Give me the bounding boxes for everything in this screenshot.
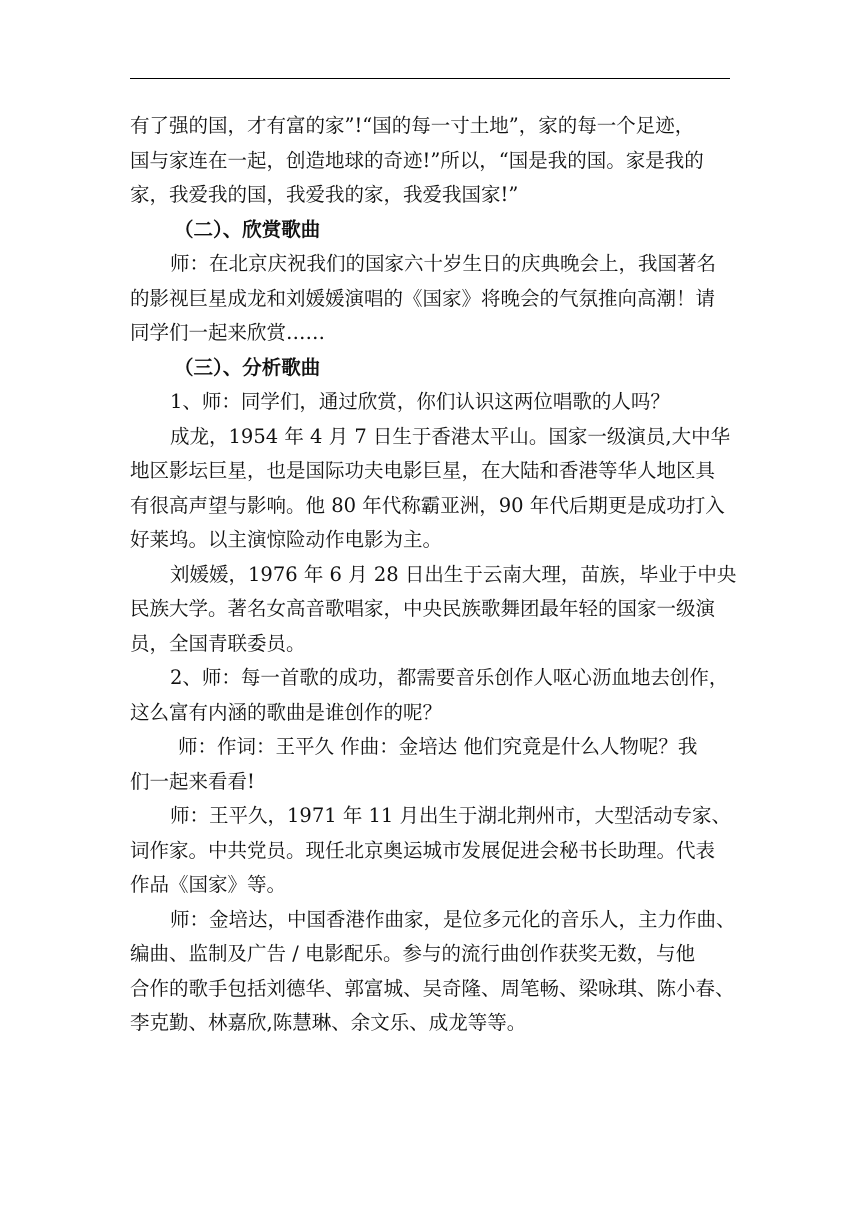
header-rule xyxy=(130,78,730,79)
text-line: 民族大学。著名女高音歌唱家，中央民族歌舞团最年轻的国家一级演 xyxy=(130,597,716,620)
section-heading: （二）、欣赏歌曲 xyxy=(174,217,321,241)
text-line: 们一起来看看! xyxy=(130,769,255,793)
text-line: 国与家连在一起，创造地球的奇迹!”所以，“国是我的国。家是我的 xyxy=(130,148,704,172)
text-line: 词作家。中共党员。现任北京奥运城市发展促进会秘书长助理。代表 xyxy=(130,838,716,862)
section-heading: （三）、分析歌曲 xyxy=(174,355,321,379)
text-line: 师：金培达，中国香港作曲家，是位多元化的音乐人，主力作曲、 xyxy=(170,907,736,931)
text-line: 1、师：同学们，通过欣赏，你们认识这两位唱歌的人吗？ xyxy=(170,390,670,413)
text-line: 的影视巨星成龙和刘媛媛演唱的《国家》将晚会的气氛推向高潮！请 xyxy=(130,286,716,310)
document-body xyxy=(130,109,737,1041)
text-line: 这么富有内涵的歌曲是谁创作的呢？ xyxy=(130,700,443,724)
text-line: 员，全国青联委员。 xyxy=(130,631,306,655)
text-line: 作品《国家》等。 xyxy=(130,873,287,896)
text-line: 同学们一起来欣赏…… xyxy=(130,321,326,344)
text-line: 成龙，1954 年 4 月 7 日生于香港太平山。国家一级演员,大中华 xyxy=(170,424,731,448)
text-line: 刘媛媛，1976 年 6 月 28 日出生于云南大理，苗族，毕业于中央 xyxy=(170,562,737,586)
text-line: 有了强的国，才有富的家”!“国的每一寸土地”，家的每一个足迹， xyxy=(130,114,695,137)
text-line: 好莱坞。以主演惊险动作电影为主。 xyxy=(130,528,443,551)
text-line: 编曲、监制及广告 / 电影配乐。参与的流行曲创作获奖无数，与他 xyxy=(130,942,695,965)
text-line: 家，我爱我的国，我爱我的家，我爱我国家!” xyxy=(130,183,519,206)
text-line: 师：作词：王平久 作曲：金培达 他们究竟是什么人物呢？我 xyxy=(178,735,698,758)
text-line: 师：在北京庆祝我们的国家六十岁生日的庆典晚会上，我国著名 xyxy=(170,252,717,275)
text-line: 李克勤、林嘉欣,陈慧琳、余文乐、成龙等等。 xyxy=(130,1011,527,1034)
text-line: 有很高声望与影响。他 80 年代称霸亚洲，90 年代后期更是成功打入 xyxy=(130,493,725,517)
text-line: 合作的歌手包括刘德华、郭富城、吴奇隆、周笔畅、梁咏琪、陈小春、 xyxy=(130,976,735,1000)
text-line: 地区影坛巨星，也是国际功夫电影巨星，在大陆和香港等华人地区具 xyxy=(130,459,716,482)
text-line: 2、师：每一首歌的成功，都需要音乐创作人呕心沥血地去创作， xyxy=(170,666,729,689)
text-line: 师：王平久，1971 年 11 月出生于湖北荆州市，大型活动专家、 xyxy=(170,804,732,827)
